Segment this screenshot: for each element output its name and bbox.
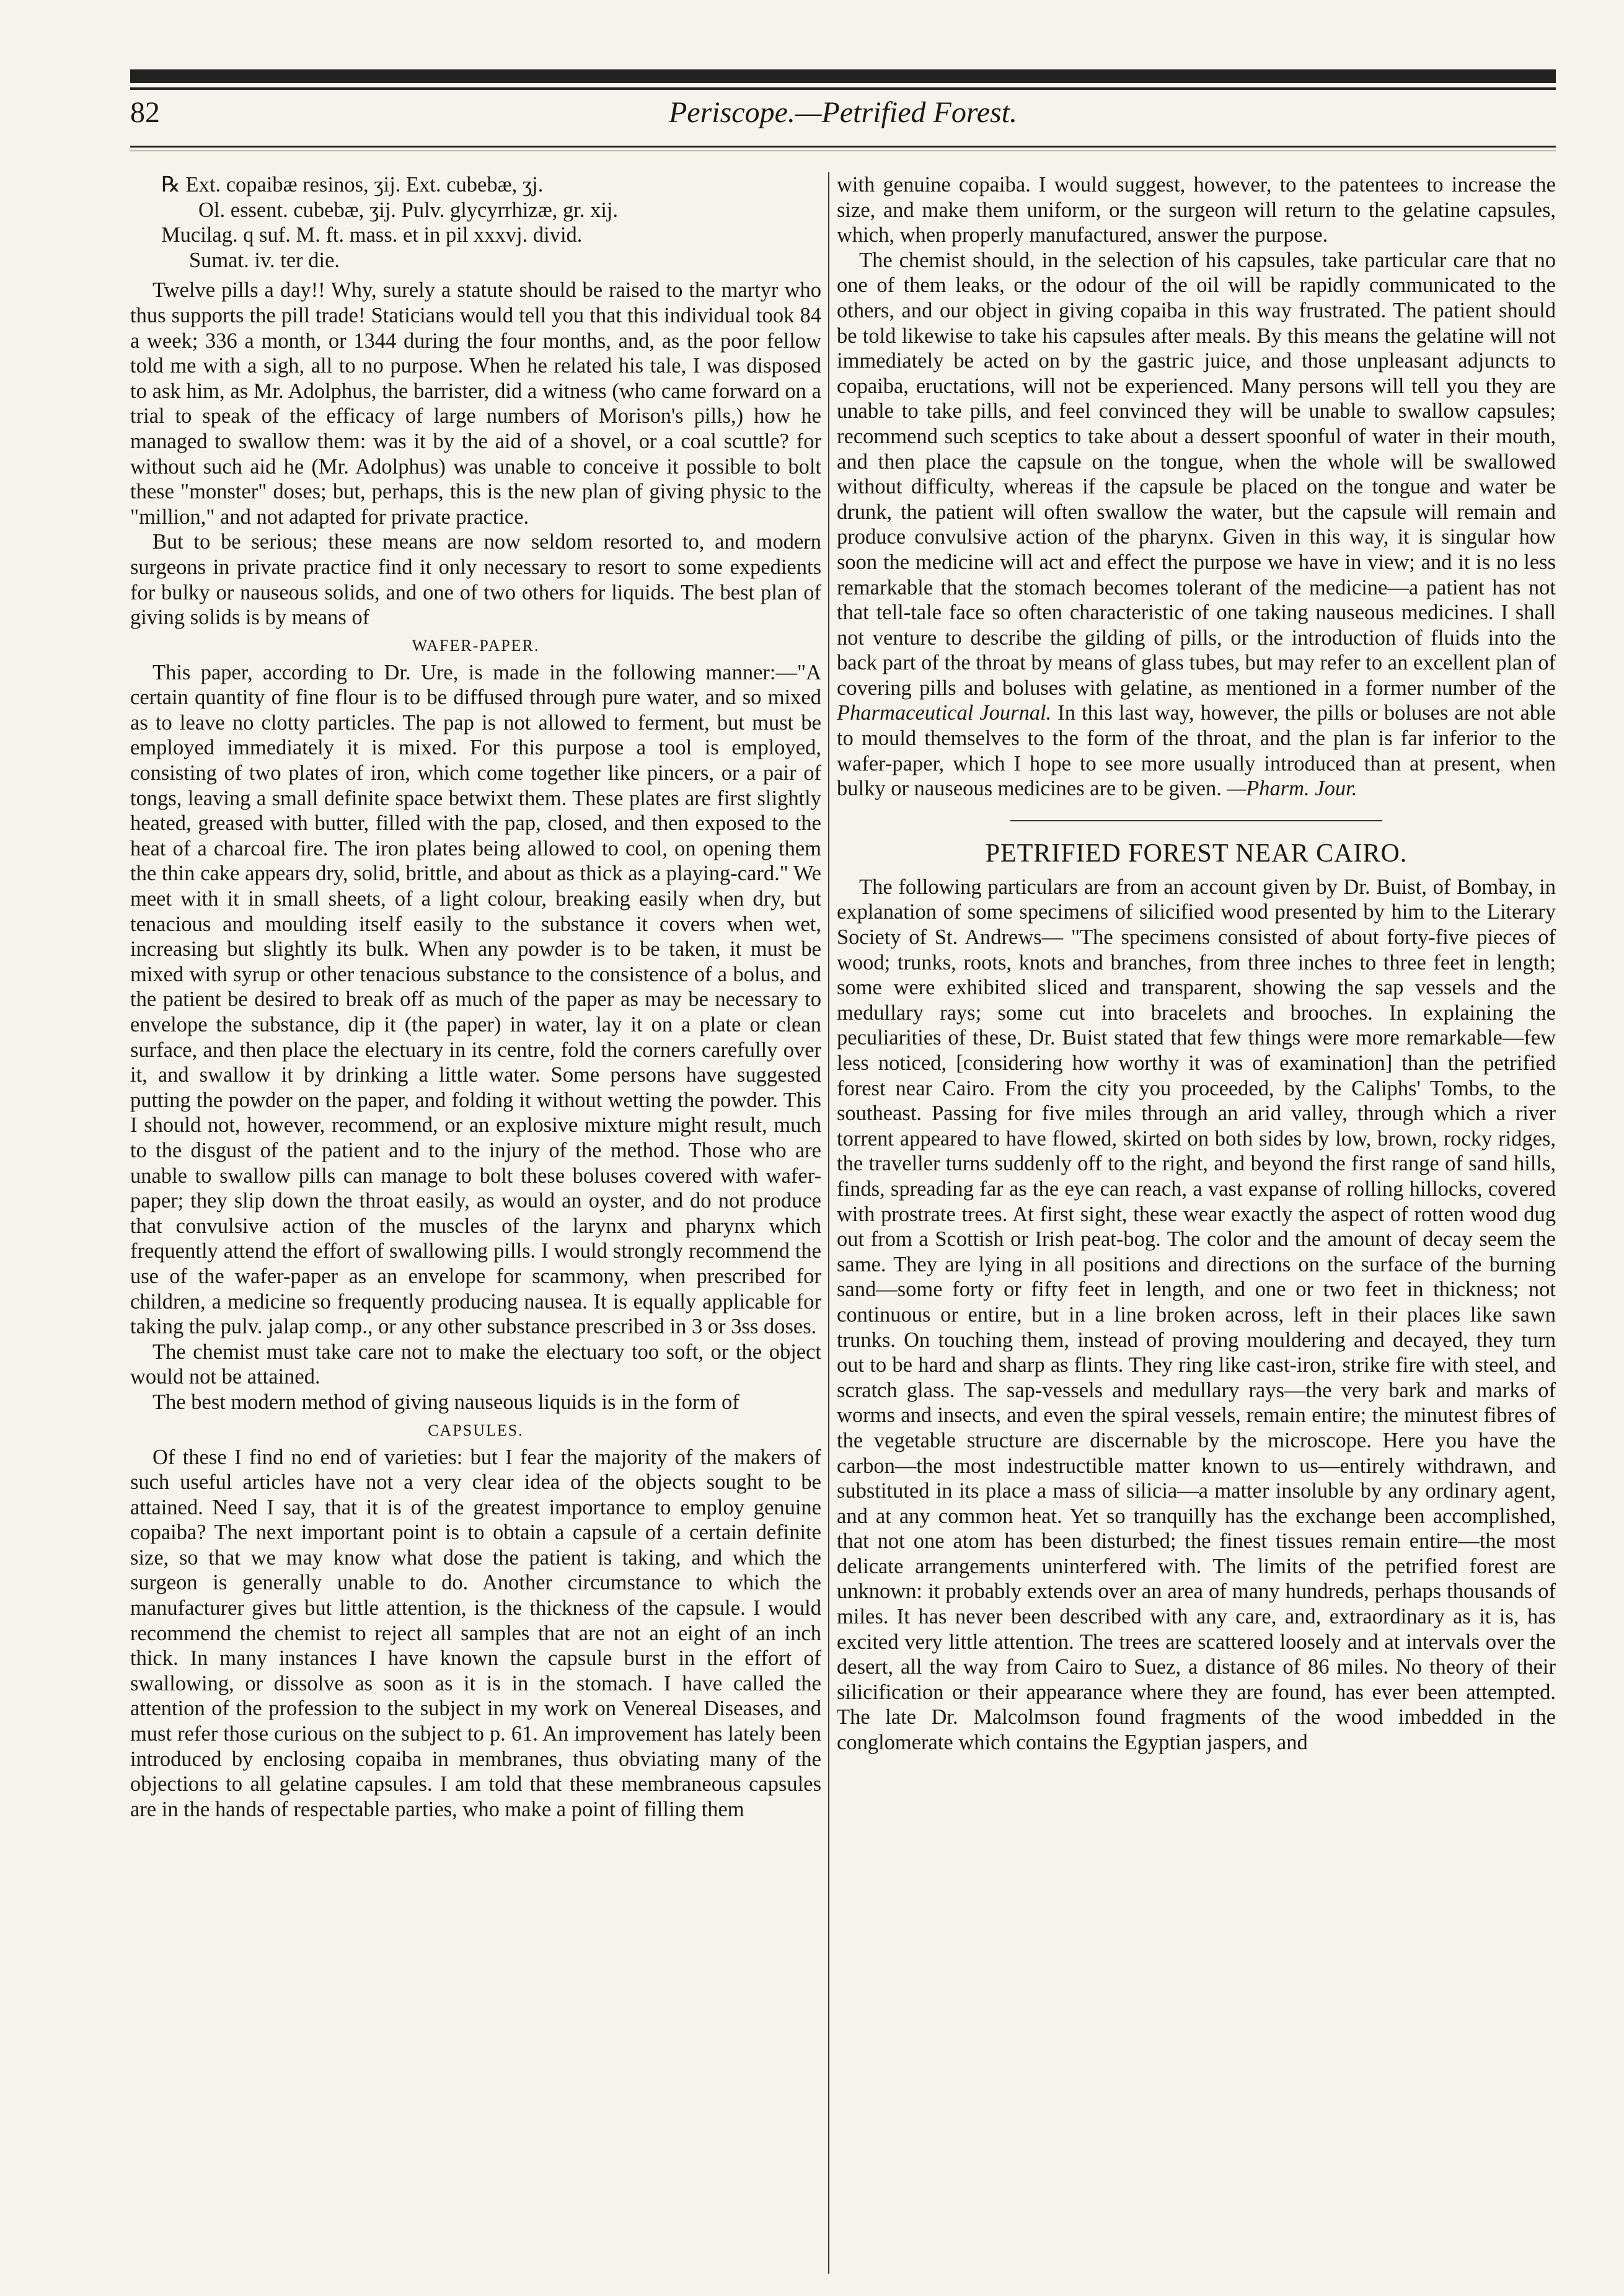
right-column <box>837 172 1556 2274</box>
paragraph: with genuine copaiba. I would suggest, however, to the patentees to increase the size, and make them uniform, or the surgeon will return to the gelatine capsules, which, when properly manufactured, answer the purpose. <box>837 173 1556 247</box>
journal-title: Pharmaceutical Journal. <box>837 701 1052 725</box>
top-thick-rule <box>130 69 1556 83</box>
prescription-line: ℞ Ext. copaibæ resinos, ʒij. Ext. cubebæ, ʒj. <box>161 173 544 196</box>
paragraph-text: In this last way, however, the pills or boluses are not able to mould themselves to the form of the throat, and the plan is far inferior to the wafer-paper, which I hope to see more usually introduced than at present, when bulky or nauseous medicines are to be given. <box>837 701 1556 801</box>
top-thin-rule <box>130 87 1556 90</box>
source-signature: —Pharm. Jour. <box>1227 777 1357 801</box>
article-title: PETRIFIED FOREST NEAR CAIRO. <box>985 839 1408 868</box>
article-separator <box>1010 820 1382 821</box>
paragraph: This paper, according to Dr. Ure, is made in the following manner:—"A certain quantity of fine flour is to be diffused through pure water, and so mixed as to leave no clotty particles. The pap is not allowed to ferment, but must be employed immediately it is mixed. For this purpose a tool is employed, consisting of two plates of iron, which come together like pincers, or a pair of tongs, leaving a small definite space betwixt them. These plates are first slightly heated, greased with butter, filled with the pap, closed, and then exposed to the heat of a charcoal fire. The iron plates being allowed to cool, on opening them the thin cake appears dry, solid, brittle, and about as thick as a playing-card." We meet with it in small sheets, of a light colour, breaking easily when dry, but tenacious and moulding itself easily to the substance it covers when wet, increasing but slightly its bulk. When any powder is to be taken, it must be mixed with syrup or other tenacious substance to the consistence of a bolus, and the patient be desired to break off as much of the paper as may be necessary to envelope the substance, dip it (the paper) in water, lay it on a plate or clean surface, and then place the electuary in its centre, fold the corners carefully over it, and swallow it by drinking a little water. Some persons have suggested putting the powder on the paper, and folding it without wetting the powder. This I should not, however, recommend, or an explosive mixture might result, much to the disgust of the patient and to the injury of the method. Those who are unable to swallow pills can manage to bolt these boluses covered with wafer-paper; they slip down the throat easily, as would an oyster, and do not produce that convulsive action of the muscles of the larynx and pharynx which frequently attend the effort of swallowing pills. I would strongly recommend the use of the wafer-paper as an envelope for scammony, when prescribed for children, a medicine so frequently producing nausea. It is equally applicable for taking the pulv. jalap comp., or any other substance prescribed in 3 or 3ss doses. <box>130 660 821 1339</box>
paragraph: Of these I find no end of varieties: but I fear the majority of the makers of such useful articles have not a very clear idea of the objects sought to be attained. Need I say, that it is of the greatest importance to employ genuine copaiba? The next important point is to obtain a capsule of a certain definite size, so that we may know what dose the patient is taking, and which the surgeon is generally unable to do. Another circumstance to which the manufacturer gives but little attention, is the thickness of the capsule. I would recommend the chemist to reject all samples that are not an eight of an inch thick. In many instances I have known the capsule burst in the effort of swallowing, or dissolve as soon as it is in the stomach. I have called the attention of the profession to the subject in my work on Venereal Diseases, and must refer those curious on the subject to p. 61. An improvement has lately been introduced by enclosing copaiba in membranes, thus obviating many of the objections to all gelatine capsules. I am told that these membraneous capsules are in the hands of respectable parties, who make a point of filling them <box>130 1445 821 1821</box>
paragraph: The best modern method of giving nauseous liquids is in the form of <box>152 1390 739 1414</box>
running-title: Periscope.—Petrified Forest. <box>668 96 1018 129</box>
head-rule <box>130 146 1556 148</box>
paragraph-text: The chemist should, in the selection of his capsules, take particular care that no one of them leaks, or the odour of the oil will be rapidly communicated to the others, and our object in giving copaiba in this way frustrated. The patient should be told likewise to take his capsules after meals. By this means the gelatine will not immediately be acted on by the gastric juice, and those unpleasant adjuncts to copaiba, eructations, will not be experienced. Many persons will tell you they are unable to take pills, and feel convinced they will be unable to swallow capsules; recommend such sceptics to take about a dessert spoonful of water in their mouth, and then place the capsule on the tongue, when the whole will be swallowed without difficulty, whereas if the capsule be placed on the tongue and water be drunk, the patient will often swallow the water, but the capsule will remain and produce convulsive action of the pharynx. Given in this way, it is singular how soon the medicine will act and effect the purpose we have in view; and it is no less remarkable that the stomach becomes tolerant of the medicine—a patient has not that tell-tale face so often characteristic of one taking nauseous medicines. I shall not venture to describe the gilding of pills, or the introduction of fluids into the back part of the throat by means of glass tubes, but may refer to an excellent plan of covering pills and boluses with gelatine, as mentioned in a former number of the <box>837 248 1556 700</box>
paragraph: But to be serious; these means are now seldom resorted to, and modern surgeons in private practice find it only necessary to resort to some expedients for bulky or nauseous solids, and one of two others for liquids. The best plan of giving solids is by means of <box>130 530 821 630</box>
prescription-line: Mucilag. q suf. M. ft. mass. et in pil xxxvj. divid. <box>161 223 583 247</box>
section-heading-wafer-paper: WAFER-PAPER. <box>412 636 540 655</box>
running-head <box>130 93 1556 143</box>
paragraph: The following particulars are from an account given by Dr. Buist, of Bombay, in explanation of some specimens of silicified wood presented by him to the Literary Society of St. Andrews— "The specimens consisted of about forty-five pieces of wood; trunks, roots, knots and branches, from three inches to three feet in length; some were exhibited sliced and transparent, showing the sap vessels and the medullary rays; some cut into bracelets and brooches. In explaining the peculiarities of these, Dr. Buist stated that few things were more remarkable—few less noticed, [considering how worthy it was of examination] than the petrified forest near Cairo. From the city you proceeded, by the Caliphs' Tombs, to the southeast. Passing for five miles through an arid valley, through which a river torrent appeared to have flowed, skirted on both sides by low, brown, rocky ridges, the traveller turns suddenly off to the right, and beyond the first range of sand hills, finds, spreading far as the eye can reach, a vast expanse of rolling hillocks, covered with prostrate trees. At first sight, these wear exactly the aspect of rotten wood dug out from a Scottish or Irish peat-bog. The color and the amount of decay seem the same. They are lying in all positions and directions on the surface of the burning sand—some forty or fifty feet in length, and one or two feet in thickness; not continuous or entire, but in a line broken across, left in their places like sawn trunks. On touching them, instead of proving mouldering and decayed, they turn out to be hard and sharp as flints. They ring like cast-iron, strike fire with steel, and scratch glass. The sap-vessels and medullary rays—the very bark and marks of worms and insects, and even the spiral vessels, remain entire; the minutest fibres of the vegetable structure are discernable by the microscope. Here you have the carbon—the most indestructible matter known to us—entirely withdrawn, and substituted in its place a mass of silicia—a matter insoluble by any ordinary agent, and at any common heat. Yet so tranquilly has the exchange been accomplished, that not one atom has been disturbed; the finest tissues remain entire—the most delicate arrangements uninterfered with. The limits of the petrified forest are unknown: it probably extends over an area of many hundreds, perhaps thousands of miles. It has never been described with any care, and, extraordinary as it is, has excited very little attention. The trees are scattered loosely and at intervals over the desert, all the way from Cairo to Suez, a distance of 86 miles. No theory of their silicification or their appearance where they are found, has ever been attempted. The late Dr. Malcolmson found fragments of the wood imbedded in the conglomerate which contains the Egyptian jaspers, and <box>837 875 1556 1755</box>
prescription-line: Sumat. iv. ter die. <box>189 248 340 272</box>
paragraph: Twelve pills a day!! Why, surely a statute should be raised to the martyr who thus supports the pill trade! Staticians would tell you that this individual took 84 a week; 336 a month, or 1344 during the four months, and, as the poor fellow told me with a sigh, all to no purpose. When he related his tale, I was disposed to ask him, as Mr. Adolphus, the barrister, did a witness (who came forward on a trial to speak of the efficacy of large numbers of Morison's pills,) how he managed to swallow them: was it by the aid of a shovel, or a coal scuttle? for without such aid he (Mr. Adolphus) was unable to conceive it possible to bolt these "monster" doses; but, perhaps, this is the new plan of giving physic to the "million," and not adapted for private practice. <box>130 278 821 529</box>
section-heading-capsules: CAPSULES. <box>428 1421 524 1439</box>
paragraph <box>837 248 1556 801</box>
column-divider <box>828 172 829 2274</box>
page-number: 82 <box>130 96 160 129</box>
paragraph: The chemist must take care not to make the electuary too soft, or the object would not be attained. <box>130 1340 821 1389</box>
prescription-line: Ol. essent. cubebæ, ʒij. Pulv. glycyrrhizæ, gr. xij. <box>198 198 619 222</box>
prescription <box>130 172 821 273</box>
left-column <box>130 172 821 2274</box>
